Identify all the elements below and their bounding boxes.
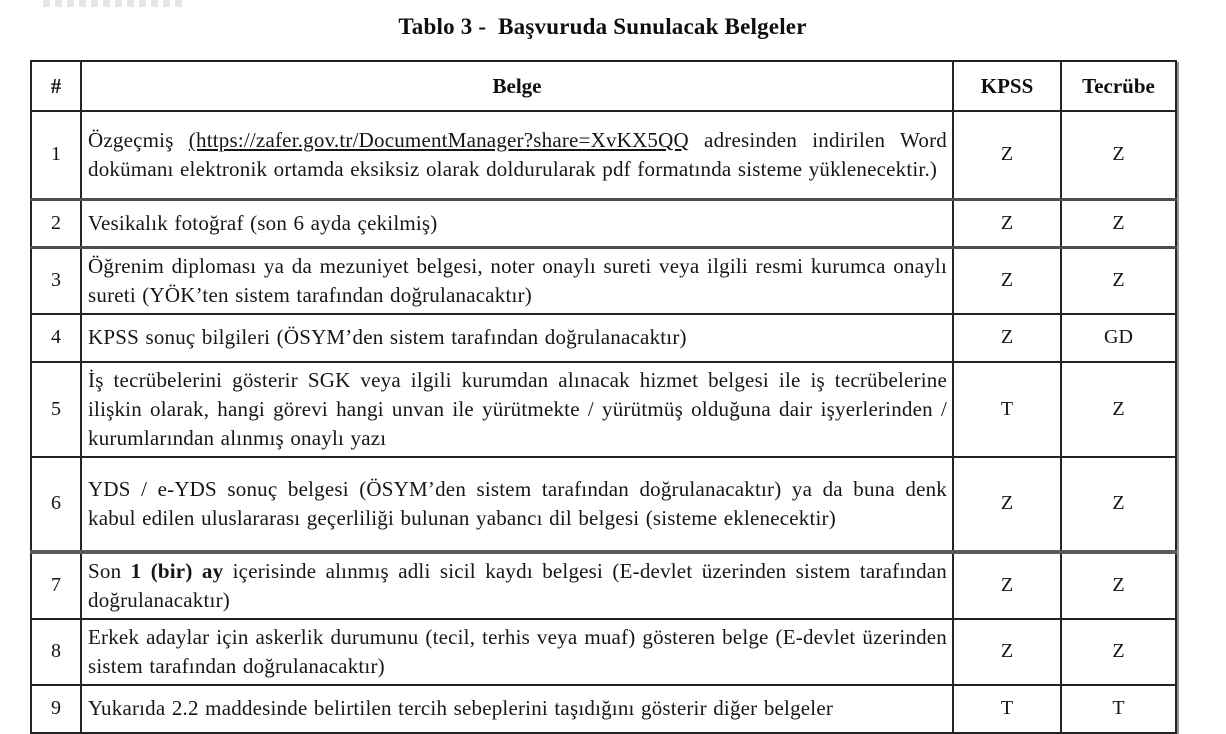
- row-number: 9: [31, 685, 81, 733]
- belge-text: Erkek adaylar için askerlik durumunu (tecil, terhis veya muaf) gösteren belge (E-devlet üzerinden sistem tarafından doğrulanacaktır): [88, 624, 947, 678]
- belge-text: İş tecrübelerini gösterir SGK veya ilgili kurumdan alınacak hizmet belgesi ile iş tecrübelerine ilişkin olarak, hangi görevi hangi unvan ile yürütmekte / yürütmüş olduğuna dair işyerlerinden / kurumlarından alınmış onaylı yazı: [88, 367, 947, 450]
- table-row: [31, 685, 1176, 733]
- belge-cell: [81, 619, 953, 685]
- belge-text: adresinden indirilen Word dokümanı elektronik ortamda eksiksiz olarak doldurularak pdf formatında sisteme yüklenecektir.): [88, 127, 947, 181]
- header-row: [31, 61, 1176, 111]
- belge-cell: [81, 199, 953, 247]
- tecrube-value: Z: [1061, 199, 1176, 247]
- belge-text: içerisinde alınmış adli sicil kaydı belgesi (E-devlet üzerinden sistem tarafından doğrulanacaktır): [88, 558, 947, 612]
- table-row: [31, 457, 1176, 552]
- table-body: [31, 111, 1176, 733]
- kpss-value: Z: [953, 199, 1061, 247]
- col-header-belge: Belge: [81, 61, 953, 111]
- belge-text: YDS / e-YDS sonuç belgesi (ÖSYM’den sistem tarafından doğrulanacaktır) ya da buna denk kabul edilen uluslararası geçerliliği bulunan yabancı dil belgesi (sisteme eklenecektir): [88, 476, 947, 530]
- kpss-value: T: [953, 685, 1061, 733]
- tecrube-value: Z: [1061, 457, 1176, 552]
- table-row: [31, 199, 1176, 247]
- belge-text: Öğrenim diploması ya da mezuniyet belgesi, noter onaylı sureti veya ilgili resmi kurumca onaylı sureti (YÖK’ten sistem tarafından doğrulanacaktır): [88, 253, 947, 307]
- scan-artifact: [43, 0, 183, 7]
- table-row: [31, 619, 1176, 685]
- kpss-value: Z: [953, 619, 1061, 685]
- table-row: [31, 552, 1176, 619]
- kpss-value: T: [953, 362, 1061, 457]
- col-header-tecrube: Tecrübe: [1061, 61, 1176, 111]
- belge-text: Özgeçmiş: [88, 127, 189, 152]
- row-number: 6: [31, 457, 81, 552]
- belge-text: Vesikalık fotoğraf (son 6 ayda çekilmiş): [88, 210, 438, 235]
- belge-cell: [81, 685, 953, 733]
- document-link-text: (https://zafer.gov.tr/DocumentManager?share=XvKX5QQ: [188, 127, 689, 152]
- kpss-value: Z: [953, 247, 1061, 314]
- row-number: 4: [31, 314, 81, 362]
- row-number: 2: [31, 199, 81, 247]
- kpss-value: Z: [953, 552, 1061, 619]
- table-row: [31, 362, 1176, 457]
- row-number: 8: [31, 619, 81, 685]
- belge-cell: [81, 552, 953, 619]
- bold-text: 1 (bir) ay: [130, 558, 224, 583]
- tecrube-value: T: [1061, 685, 1176, 733]
- row-number: 3: [31, 247, 81, 314]
- tecrube-value: Z: [1061, 362, 1176, 457]
- belge-cell: [81, 457, 953, 552]
- kpss-value: Z: [953, 314, 1061, 362]
- tecrube-value: Z: [1061, 552, 1176, 619]
- tecrube-value: Z: [1061, 619, 1176, 685]
- row-number: 1: [31, 111, 81, 199]
- belge-cell: [81, 314, 953, 362]
- table-title: Tablo 3 - Başvuruda Sunulacak Belgeler: [398, 14, 807, 39]
- row-number: 5: [31, 362, 81, 457]
- tecrube-value: Z: [1061, 111, 1176, 199]
- kpss-value: Z: [953, 457, 1061, 552]
- table-row: [31, 111, 1176, 199]
- belgeler-table: [30, 60, 1177, 734]
- table-row: [31, 314, 1176, 362]
- kpss-value: Z: [953, 111, 1061, 199]
- belge-cell: [81, 111, 953, 199]
- belge-text: Son: [88, 558, 131, 583]
- tecrube-value: Z: [1061, 247, 1176, 314]
- table-row: [31, 247, 1176, 314]
- belge-cell: [81, 362, 953, 457]
- belge-text: Yukarıda 2.2 maddesinde belirtilen tercih sebeplerini taşıdığını gösterir diğer belgeler: [88, 696, 834, 720]
- row-number: 7: [31, 552, 81, 619]
- tecrube-value: GD: [1061, 314, 1176, 362]
- belge-text: KPSS sonuç bilgileri (ÖSYM’den sistem tarafından doğrulanacaktır): [88, 325, 687, 349]
- col-header-num: #: [31, 61, 81, 111]
- belge-cell: [81, 247, 953, 314]
- col-header-kpss: KPSS: [953, 61, 1061, 111]
